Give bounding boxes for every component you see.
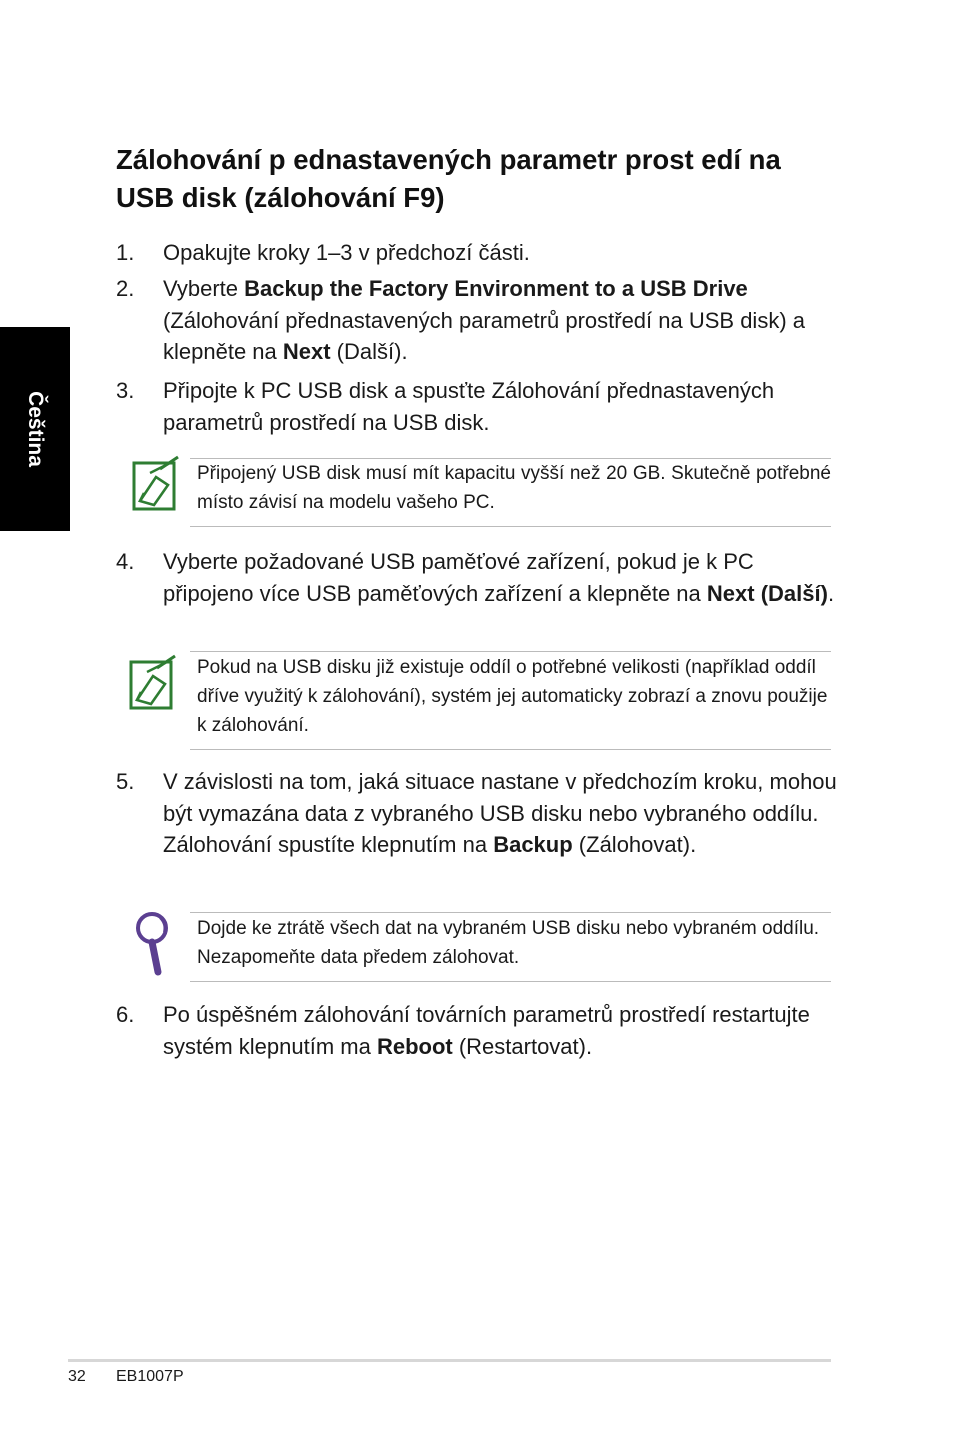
step-number: 5. bbox=[116, 769, 135, 794]
note-text: Připojený USB disk musí mít kapacitu vyšší než 20 GB. Skutečně potřebné místo závisí na modelu vašeho PC. bbox=[197, 463, 831, 513]
next-button-ref: Next bbox=[282, 339, 331, 364]
step-number: 6. bbox=[116, 1002, 135, 1027]
note-box bbox=[190, 458, 831, 527]
step-text-part: (Zálohování přednastavených parametrů prostředí na USB disk) a klepněte na bbox=[163, 307, 805, 364]
step-text: Opakujte kroky 1–3 v předchozí části. bbox=[163, 240, 530, 265]
step-text-part: Vyberte bbox=[163, 276, 245, 301]
step-text-part: (Restartovat). bbox=[452, 1033, 593, 1059]
language-side-tab bbox=[0, 327, 70, 531]
reboot-button-ref: Reboot bbox=[376, 1033, 453, 1059]
step-text bbox=[163, 546, 843, 609]
step-number: 2. bbox=[116, 276, 135, 301]
step-text bbox=[163, 273, 843, 368]
step-text-part: Vyberte požadované USB paměťové zařízení, pokud je k PC připojeno více USB paměťových zařízení a klepněte na bbox=[163, 549, 754, 606]
page-title: Zálohování p ednastavených parametr prost edí na USB disk (zálohování F9) bbox=[116, 144, 781, 213]
step-text-part: (Zálohovat). bbox=[572, 832, 697, 857]
step-number: 3. bbox=[116, 378, 135, 403]
step-number: 4. bbox=[116, 549, 135, 574]
step-text: Připojte k PC USB disk a spusťte Zálohování přednastavených parametrů prostředí na USB disk. bbox=[163, 378, 775, 435]
page-number: 32 bbox=[68, 1368, 86, 1385]
step-text-part: (Další). bbox=[330, 339, 408, 364]
warning-magnifier-icon bbox=[134, 910, 174, 978]
note-box bbox=[190, 651, 831, 750]
step-text-part: V závislosti na tom, jaká situace nastane v předchozím kroku, mohou být vymazána data z vybraného USB disku nebo vybraného oddílu. Zálohování spustíte klepnutím na bbox=[163, 769, 837, 857]
step-text-part: . bbox=[827, 580, 835, 606]
step-text bbox=[163, 766, 843, 861]
next-button-ref: Next (Další) bbox=[706, 580, 828, 606]
note-pencil-icon bbox=[127, 654, 179, 712]
note-pencil-icon bbox=[130, 455, 182, 513]
note-text: Pokud na USB disku již existuje oddíl o potřebné velikosti (například oddíl dříve využitý k zálohování), systém jej automaticky zobrazí a znovu použije k zálohování. bbox=[197, 657, 828, 736]
step-text-part: Po úspěšném zálohování továrních parametrů prostředí restartujte systém klepnutím ma bbox=[163, 1002, 810, 1059]
step-text bbox=[163, 999, 843, 1062]
backup-button-ref: Backup bbox=[493, 832, 573, 857]
note-box bbox=[190, 912, 831, 982]
note-text: Dojde ke ztrátě všech dat na vybraném USB disku nebo vybraném oddílu. Nezapomeňte data předem zálohovat. bbox=[197, 918, 820, 968]
language-label: Čeština bbox=[24, 391, 47, 467]
footer-divider bbox=[68, 1359, 831, 1362]
model-name: EB1007P bbox=[116, 1368, 184, 1385]
step-number: 1. bbox=[116, 240, 135, 265]
option-name: Backup the Factory Environment to a USB Drive bbox=[244, 276, 748, 301]
